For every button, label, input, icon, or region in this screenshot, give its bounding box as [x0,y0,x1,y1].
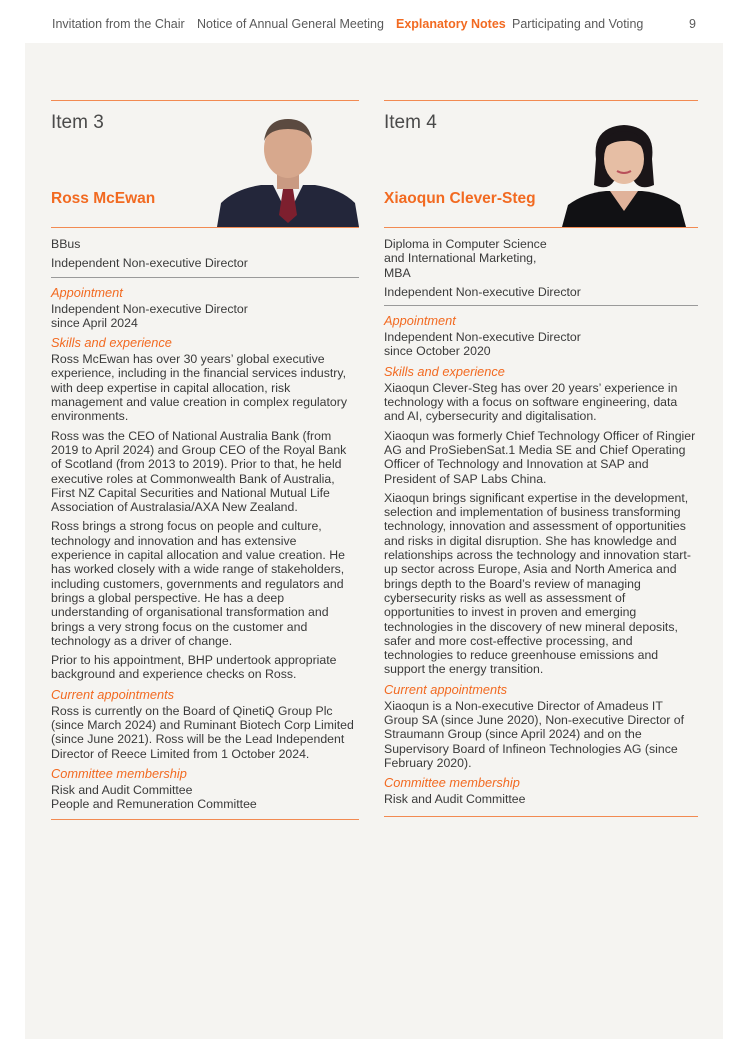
item-label: Item 4 [384,112,437,133]
page-number: 9 [689,17,696,31]
skills-paragraph: Xiaoqun brings significant expertise in the development, selection and implementation of business transforming technology, innovation and assessment of opportunities and risks in digital disruption. She has knowledge and relationships across the technology and innovation start-up sector across Europe, Asia and North America and brings depth to the Board’s review of managing cybersecurity risks as well as assessment of opportunities to invest in proven and emerging technologies in the discovery of new mineral deposits, safer and more cost-effective processing, and technologies to reduce greenhouse emissions and support the energy transition. [384,490,691,677]
director-profile-item-4 [384,100,698,817]
qualification-degree: BBus [51,237,81,251]
director-photo [562,119,686,227]
skills-heading: Skills and experience [384,363,505,379]
item-label: Item 3 [51,112,104,133]
current-appointments-heading: Current appointments [384,681,508,697]
qualification-role: Independent Non-executive Director [384,284,581,299]
nav-notice-link[interactable]: Notice of Annual General Meeting [197,17,384,31]
qualification-degree: Diploma in Computer Science and International Marketing, MBA [384,237,547,280]
committee-item: Risk and Audit Committee [384,792,526,807]
current-appointments-text: Xiaoqun is a Non-executive Director of Amadeus IT Group SA (since June 2020), Non-executive Director of Straumann Group (since April 2024) and on the Supervisory Board of Infineon Technologies AG (since February 2020). [384,698,685,770]
current-appointments-text: Ross is currently on the Board of QinetiQ Group Plc (since March 2024) and Ruminant Biotech Corp Limited (since June 2021). Ross will be the Lead Independent Director of Reece Limited from 1 October 2024. [51,703,354,761]
director-name: Ross McEwan [51,190,156,207]
nav-explanatory-notes-link[interactable]: Explanatory Notes [396,17,506,31]
current-appointments-heading: Current appointments [51,686,175,702]
director-photo [217,111,359,227]
skills-paragraph: Ross was the CEO of National Australia Bank (from 2019 to April 2024) and Group CEO of the Royal Bank of Scotland (from 2013 to 2019). Prior to that, he held executive roles at Commonwealth Bank of Australia, First NZ Capital Securities and National Mutual Life Association of Australasia/AXA New Zealand. [51,428,347,515]
director-name: Xiaoqun Clever-Steg [384,190,536,207]
nav-participating-link[interactable]: Participating and Voting [512,17,644,31]
skills-paragraph: Xiaoqun was formerly Chief Technology Officer of Ringier AG and ProSiebenSat.1 Media SE and Chief Operating Officer of Technology and Innovation at SAP and President of SAP Labs China. [384,428,696,486]
qualification-role: Independent Non-executive Director [51,256,248,271]
appointment-date: since October 2020 [384,344,491,359]
skills-paragraph: Prior to his appointment, BHP undertook appropriate background and experience checks on Ross. [51,653,337,682]
committee-heading: Committee membership [384,775,520,791]
skills-heading: Skills and experience [51,335,172,351]
skills-paragraph: Ross McEwan has over 30 years’ global executive experience, including in the financial services industry, with deep expertise in capital allocation, risk management and value creation in complex regulatory environments. [51,352,347,424]
top-navigation [52,17,696,35]
profile-header [51,101,359,228]
director-profile-item-3 [51,100,359,820]
skills-paragraph: Xiaoqun Clever-Steg has over 20 years’ experience in technology with a focus on software engineering, data and AI, cybersecurity and digitalisation. [384,380,678,424]
profile-header [384,101,698,228]
appointment-heading: Appointment [384,313,456,329]
appointment-role: Independent Non-executive Director [384,330,581,345]
appointment-date: since April 2024 [51,315,138,330]
nav-invitation-link[interactable]: Invitation from the Chair [52,17,185,31]
appointment-role: Independent Non-executive Director [51,301,248,316]
committee-heading: Committee membership [51,765,187,781]
qualifications [384,228,698,306]
divider [384,816,698,817]
skills-paragraph: Ross brings a strong focus on people and culture, technology and innovation and has extensive experience in capital allocation and value creation. He has worked closely with a wide range of stakeholders, including customers, governments and regulators and brings a global perspective. He has a deep understanding of organisational transformation and brings a very strong focus on the customer and technology as a driver of change. [51,519,345,648]
qualifications [51,228,359,278]
committee-item: Risk and Audit Committee [51,782,193,797]
committee-item: People and Remuneration Committee [51,797,257,812]
appointment-heading: Appointment [51,284,123,300]
divider [51,819,359,820]
